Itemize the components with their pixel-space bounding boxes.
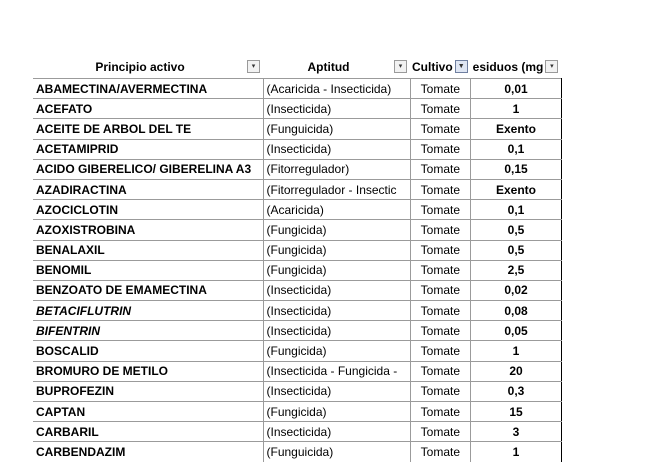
cell-residuos[interactable]: 0,3 [471,381,562,401]
cell-cultivo[interactable]: Tomate [410,240,471,260]
cell-aptitud[interactable]: (Funguicida) [263,119,410,139]
table-row [33,301,561,321]
cell-aptitud[interactable]: (Acaricida) [263,200,410,220]
cell-principio-activo[interactable]: AZOCICLOTIN [33,200,263,220]
cell-cultivo[interactable]: Tomate [410,341,471,361]
cell-principio-activo[interactable]: ACIDO GIBERELICO/ GIBERELINA A3 [33,159,263,179]
filter-active-icon[interactable]: ▼ [455,60,468,73]
header-aptitud [263,56,410,79]
cell-aptitud[interactable]: (Insecticida) [263,301,410,321]
header-cultivo-label: Cultivo [412,60,453,74]
cell-cultivo[interactable]: Tomate [410,361,471,381]
cell-principio-activo[interactable]: BETACIFLUTRIN [33,301,263,321]
cell-aptitud[interactable]: (Fitorregulador - Insectic [263,179,410,199]
cell-residuos[interactable]: 1 [471,99,562,119]
cell-aptitud[interactable]: (Insecticida - Fungicida - [263,361,410,381]
cell-principio-activo[interactable]: ACEITE DE ARBOL DEL TE [33,119,263,139]
cell-cultivo[interactable]: Tomate [410,119,471,139]
header-principio-activo [33,56,263,79]
cell-aptitud[interactable]: (Funguicida) [263,442,410,462]
cell-principio-activo[interactable]: BOSCALID [33,341,263,361]
table-row [33,402,561,422]
table-body [33,79,561,462]
table-row [33,119,561,139]
spreadsheet-table-area [33,56,562,462]
table-row [33,79,561,99]
table-row [33,99,561,119]
table-row [33,260,561,280]
cell-aptitud[interactable]: (Insecticida) [263,321,410,341]
cell-principio-activo[interactable]: CAPTAN [33,402,263,422]
cell-principio-activo[interactable]: BUPROFEZIN [33,381,263,401]
header-cultivo [410,56,471,79]
cell-cultivo[interactable]: Tomate [410,79,471,99]
cell-residuos[interactable]: 0,5 [471,220,562,240]
cell-residuos[interactable]: 0,15 [471,159,562,179]
cell-aptitud[interactable]: (Insecticida) [263,381,410,401]
table-row [33,442,561,462]
header-principio-label: Principio activo [95,60,185,74]
table-row [33,240,561,260]
cell-cultivo[interactable]: Tomate [410,280,471,300]
cell-aptitud[interactable]: (Fungicida) [263,341,410,361]
cell-residuos[interactable]: 0,08 [471,301,562,321]
cell-residuos[interactable]: Exento [471,179,562,199]
cell-aptitud[interactable]: (Acaricida - Insecticida) [263,79,410,99]
cell-principio-activo[interactable]: BIFENTRIN [33,321,263,341]
cell-aptitud[interactable]: (Fungicida) [263,260,410,280]
cell-cultivo[interactable]: Tomate [410,139,471,159]
cell-residuos[interactable]: 0,5 [471,240,562,260]
header-row [33,56,561,79]
cell-residuos[interactable]: 0,1 [471,139,562,159]
dropdown-arrow-icon[interactable]: ▾ [394,60,407,73]
cell-cultivo[interactable]: Tomate [410,422,471,442]
cell-aptitud[interactable]: (Fungicida) [263,240,410,260]
table-row [33,200,561,220]
cell-principio-activo[interactable]: BENOMIL [33,260,263,280]
cell-principio-activo[interactable]: CARBARIL [33,422,263,442]
cell-principio-activo[interactable]: BENZOATO DE EMAMECTINA [33,280,263,300]
cell-cultivo[interactable]: Tomate [410,220,471,240]
cell-residuos[interactable]: 2,5 [471,260,562,280]
header-residuos [471,56,562,79]
table-row [33,341,561,361]
table-row [33,159,561,179]
header-residuos-label: esiduos (mg [472,60,544,74]
cell-principio-activo[interactable]: ACETAMIPRID [33,139,263,159]
cell-cultivo[interactable]: Tomate [410,260,471,280]
cell-principio-activo[interactable]: BROMURO DE METILO [33,361,263,381]
cell-residuos[interactable]: 15 [471,402,562,422]
cell-principio-activo[interactable]: BENALAXIL [33,240,263,260]
cell-principio-activo[interactable]: ABAMECTINA/AVERMECTINA [33,79,263,99]
cell-principio-activo[interactable]: AZOXISTROBINA [33,220,263,240]
table-row [33,280,561,300]
cell-principio-activo[interactable]: ACEFATO [33,99,263,119]
cell-cultivo[interactable]: Tomate [410,402,471,422]
table-row [33,179,561,199]
cell-residuos[interactable]: 0,1 [471,200,562,220]
cell-principio-activo[interactable]: CARBENDAZIM [33,442,263,462]
table-row [33,422,561,442]
cell-residuos[interactable]: 0,02 [471,280,562,300]
cell-cultivo[interactable]: Tomate [410,321,471,341]
table-row [33,361,561,381]
cell-principio-activo[interactable]: AZADIRACTINA [33,179,263,199]
table-row [33,381,561,401]
cell-cultivo[interactable]: Tomate [410,200,471,220]
cell-aptitud[interactable]: (Fungicida) [263,220,410,240]
cell-aptitud[interactable]: (Insecticida) [263,139,410,159]
cell-residuos[interactable]: Exento [471,119,562,139]
dropdown-arrow-icon[interactable]: ▾ [247,60,260,73]
dropdown-arrow-icon[interactable]: ▾ [545,60,558,73]
cell-residuos[interactable]: 1 [471,442,562,462]
cell-aptitud[interactable]: (Insecticida) [263,99,410,119]
cell-residuos[interactable]: 3 [471,422,562,442]
table-row [33,220,561,240]
cell-residuos[interactable]: 20 [471,361,562,381]
cell-aptitud[interactable]: (Fitorregulador) [263,159,410,179]
cell-aptitud[interactable]: (Insecticida) [263,280,410,300]
cell-cultivo[interactable]: Tomate [410,179,471,199]
cell-residuos[interactable]: 0,05 [471,321,562,341]
cell-cultivo[interactable]: Tomate [410,381,471,401]
cell-cultivo[interactable]: Tomate [410,99,471,119]
table-row [33,321,561,341]
cell-residuos[interactable]: 1 [471,341,562,361]
cell-residuos[interactable]: 0,01 [471,79,562,99]
cell-aptitud[interactable]: (Insecticida) [263,422,410,442]
cell-cultivo[interactable]: Tomate [410,301,471,321]
cell-cultivo[interactable]: Tomate [410,442,471,462]
cell-aptitud[interactable]: (Fungicida) [263,402,410,422]
table-row [33,139,561,159]
cell-cultivo[interactable]: Tomate [410,159,471,179]
residue-table [33,56,562,462]
header-aptitud-label: Aptitud [307,60,350,74]
